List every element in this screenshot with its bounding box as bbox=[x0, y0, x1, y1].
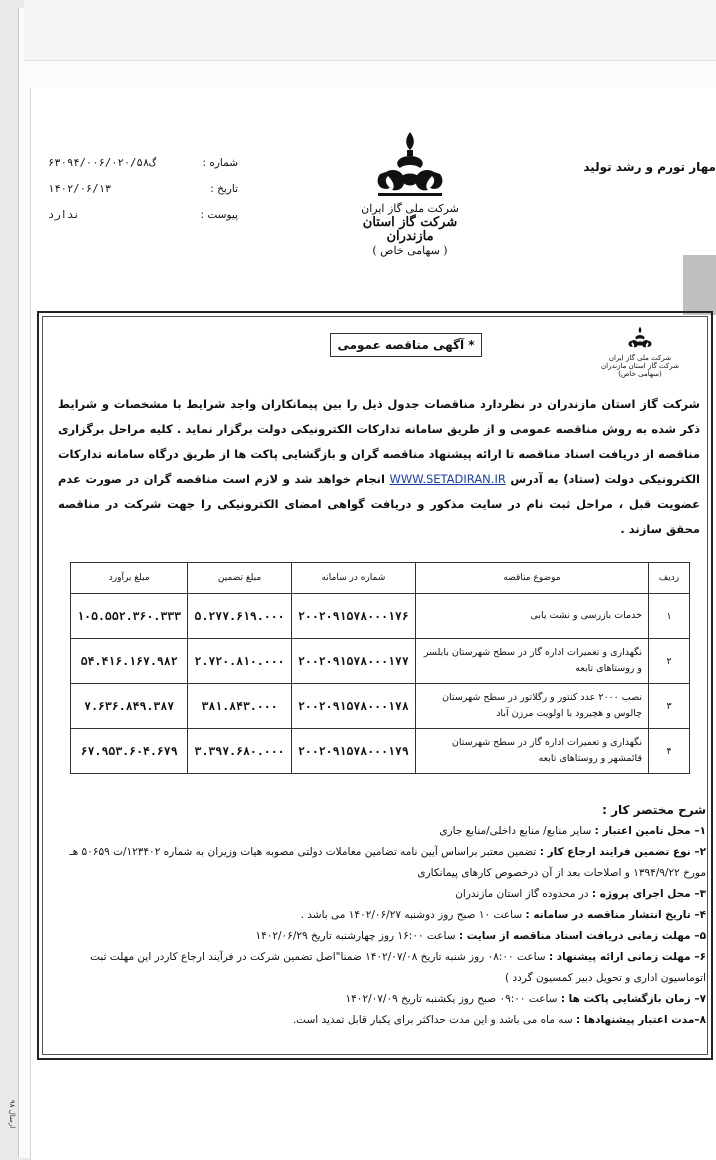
table-header-row bbox=[71, 563, 690, 594]
row-system-no: ۲۰۰۲۰۹۱۵۷۸۰۰۰۱۷۸ bbox=[291, 684, 415, 729]
table-row bbox=[71, 639, 690, 684]
gas-flame-icon-small bbox=[625, 326, 655, 350]
row-subject: نگهداری و تعمیرات اداره گاز در سطح شهرستان قائمشهر و روستاهای تابعه bbox=[416, 729, 649, 774]
notice-intro bbox=[58, 392, 700, 542]
intro-part2: انجام خواهد شد و لازم است مناقصه گران در صورت عدم عضویت قبل ، مراحل ثبت نام در سایت مذکور و دریافت گواهی امضای الکترونیکی را جهت شرکت در مناقصه محقق سازند . bbox=[58, 472, 700, 536]
summary-item bbox=[58, 884, 706, 905]
row-system-no: ۲۰۰۲۰۹۱۵۷۸۰۰۰۱۷۶ bbox=[291, 594, 415, 639]
summary-title: شرح مختصر کار : bbox=[602, 803, 706, 817]
row-estimate: ۶۷.۹۵۳.۶۰۴.۶۷۹ bbox=[71, 729, 188, 774]
row-idx: ۳ bbox=[649, 684, 690, 729]
summary-item bbox=[58, 842, 706, 884]
slogan: مهار تورم و رشد تولید bbox=[583, 160, 716, 174]
notice-logo-line1: شرکت ملی گاز ایران bbox=[608, 354, 672, 362]
setad-link[interactable]: WWW.SETADIRAN.IR bbox=[389, 472, 506, 486]
attachment-value: ندارد bbox=[48, 209, 80, 221]
date-label: تاریخ : bbox=[210, 183, 238, 195]
attachment-label: پیوست : bbox=[200, 209, 238, 221]
summary-item bbox=[58, 821, 706, 842]
row-idx: ۲ bbox=[649, 639, 690, 684]
row-idx: ۴ bbox=[649, 729, 690, 774]
intro-part1: شرکت گاز استان مازندران در نظردارد مناقصات جدول ذیل را بین پیمانکاران واجد شرایط با مشخصات و شرایط ذکر شده به روش مناقصه عمومی و از طریق سامانه تدارکات الکترونیکی دولت برگزار نماید . کلیه مراحل برگزاری مناقصه از دریافت اسناد مناقصه تا ارائه پیشنهاد مناقصه گران و بازگشایی پاکت ها از طریق درگاه سامانه تدارکات الکترونیکی دولت (ستاد) به آدرس bbox=[58, 397, 700, 486]
row-system-no: ۲۰۰۲۰۹۱۵۷۸۰۰۰۱۷۷ bbox=[291, 639, 415, 684]
number-label: شماره : bbox=[202, 157, 238, 169]
summary-item bbox=[58, 1010, 706, 1031]
notice-logo-line2: شرکت گاز استان مازندران bbox=[600, 362, 679, 370]
row-subject: نصب ۲۰۰۰ عدد کنتور و رگلاتور در سطح شهرستان چالوس و هچیرود با اولویت مرزن آباد bbox=[416, 684, 649, 729]
summary-item-label: ۴– تاریخ انتشار مناقصه در سامانه : bbox=[525, 909, 706, 921]
summary-item-text: ساعت ۰۹:۰۰ صبح روز یکشنبه تاریخ ۱۴۰۲/۰۷/۰۹ bbox=[345, 993, 558, 1005]
summary-item-text: تضمین معتبر براساس آیین نامه تضامین معاملات دولتی مصوبه هیات وزیران به شماره ۱۲۳۴۰۲/ت ۵۰۶۵۹ هـ مورخ ۱۳۹۴/۹/۲۲ و اصلاحات بعد از آن درخصوص کارهای پیمانکاری bbox=[69, 846, 706, 879]
row-system-no: ۲۰۰۲۰۹۱۵۷۸۰۰۰۱۷۹ bbox=[291, 729, 415, 774]
work-summary bbox=[58, 800, 706, 1031]
summary-item-label: ۶– مهلت زمانی ارائه پیشنهاد : bbox=[548, 951, 706, 963]
summary-item-label: ۱– محل تامین اعتبار : bbox=[594, 825, 706, 837]
summary-item-text: ساعت ۰۸:۰۰ روز شنبه تاریخ ۱۴۰۲/۰۷/۰۸ ضمنا"اصل تضمین شرکت در فرآیند ارجاع کاردر این مهلت ثبت اتوماسیون اداری و تحویل دبیر کمسیون گردد ) bbox=[90, 951, 706, 984]
row-estimate: ۷.۶۳۶.۸۴۹.۳۸۷ bbox=[71, 684, 188, 729]
summary-item-text: در محدوده گاز استان مازندران bbox=[455, 888, 589, 900]
row-guarantee: ۳.۳۹۷.۶۸۰.۰۰۰ bbox=[188, 729, 291, 774]
summary-item-label: ۵– مهلت زمانی دریافت اسناد مناقصه از سایت : bbox=[458, 930, 706, 942]
row-guarantee: ۲.۷۲۰.۸۱۰.۰۰۰ bbox=[188, 639, 291, 684]
summary-item-label: ۳– محل اجرای پروژه : bbox=[591, 888, 706, 900]
margin-note: ارسال ۹۸ bbox=[8, 1100, 16, 1129]
summary-item-label: ۸–مدت اعتبار پیشنهادها : bbox=[576, 1014, 706, 1026]
summary-item bbox=[58, 926, 706, 947]
row-guarantee: ۵.۲۷۷.۶۱۹.۰۰۰ bbox=[188, 594, 291, 639]
summary-item bbox=[58, 905, 706, 926]
header-system-no: شماره در سامانه bbox=[291, 563, 415, 594]
notice-logo-line3: (سهامی خاص) bbox=[618, 370, 662, 378]
letter-attachment-row bbox=[48, 202, 238, 228]
row-guarantee: ۳۸۱.۸۴۳.۰۰۰ bbox=[188, 684, 291, 729]
summary-item-text: سه ماه می باشد و این مدت حداکثر برای یکبار قابل تمدید است. bbox=[292, 1014, 573, 1026]
notice-title: * آگهی مناقصه عمومی bbox=[330, 333, 482, 357]
tender-table bbox=[70, 562, 690, 774]
back-sheet-top bbox=[24, 0, 716, 61]
summary-item-text: ساعت ۱۶:۰۰ روز چهارشنبه تاریخ ۱۴۰۲/۰۶/۲۹ bbox=[255, 930, 456, 942]
row-idx: ۱ bbox=[649, 594, 690, 639]
summary-item bbox=[58, 947, 706, 989]
header-idx: ردیف bbox=[649, 563, 690, 594]
letter-meta bbox=[48, 150, 238, 228]
letter-number-row bbox=[48, 150, 238, 176]
notice-logo bbox=[600, 326, 680, 378]
row-subject: نگهداری و تعمیرات اداره گاز در سطح شهرستان بابلسر و روستاهای تابعه bbox=[416, 639, 649, 684]
summary-item-text: سایر منابع/ منابع داخلی/منابع جاری bbox=[439, 825, 592, 837]
summary-item-label: ۷– زمان بازگشایی پاکت ها : bbox=[560, 993, 706, 1005]
table-row bbox=[71, 684, 690, 729]
row-estimate: ۱۰۵.۵۵۲.۳۶۰.۳۳۳ bbox=[71, 594, 188, 639]
letter-date-row bbox=[48, 176, 238, 202]
header-estimate: مبلغ برآورد bbox=[71, 563, 188, 594]
summary-item bbox=[58, 989, 706, 1010]
logo-line1: شرکت ملی گاز ایران bbox=[361, 202, 459, 215]
company-logo bbox=[350, 130, 470, 258]
gas-flame-icon bbox=[370, 130, 450, 198]
number-value: گ۶۳۰۹۴/۰۰۶/۰۲۰/۵۸ bbox=[48, 157, 156, 169]
date-value: ۱۴۰۲/۰۶/۱۳ bbox=[48, 183, 112, 195]
summary-item-text: ساعت ۱۰ صبح روز دوشنبه ۱۴۰۲/۰۶/۲۷ می باشد . bbox=[300, 909, 523, 921]
logo-line2: شرکت گاز استان مازندران bbox=[362, 215, 458, 244]
summary-item-label: ۲– نوع تضمین فرایند ارجاع کار : bbox=[539, 846, 706, 858]
scan-artifact bbox=[683, 255, 716, 315]
row-estimate: ۵۴.۴۱۶.۱۶۷.۹۸۲ bbox=[71, 639, 188, 684]
table-row bbox=[71, 594, 690, 639]
header-subject: موضوع مناقصه bbox=[416, 563, 649, 594]
row-subject: خدمات بازرسی و نشت یابی bbox=[416, 594, 649, 639]
logo-line3: ( سهامی خاص ) bbox=[372, 244, 448, 257]
table-row bbox=[71, 729, 690, 774]
header-guarantee: مبلغ تضمین bbox=[188, 563, 291, 594]
